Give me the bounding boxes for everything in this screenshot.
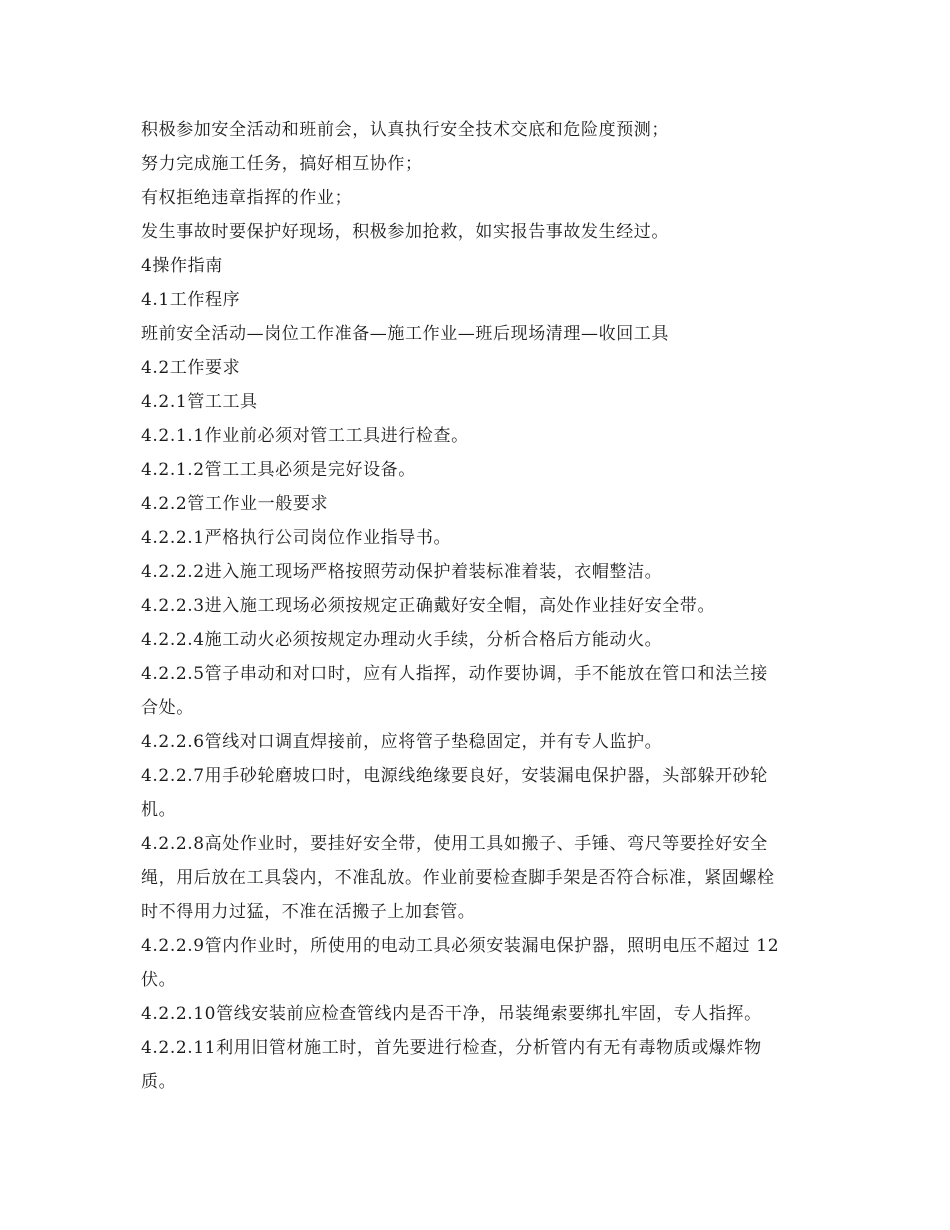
text-line: 4.2.2.3进入施工现场必须按规定正确戴好安全帽，高处作业挂好安全带。 bbox=[141, 596, 716, 616]
text-line: 4.2.2.5管子串动和对口时，应有人指挥，动作要协调，手不能放在管口和法兰接 bbox=[141, 664, 768, 684]
subsection-heading: 4.2.1管工工具 bbox=[141, 392, 258, 412]
section-heading: 4操作指南 bbox=[141, 256, 223, 276]
text-line: 绳，用后放在工具袋内，不准乱放。作业前要检查脚手架是否符合标准，紧固螺栓 bbox=[141, 868, 775, 888]
text-line: 4.2.2.8高处作业时，要挂好安全带，使用工具如搬子、手锤、弯尺等要拴好安全 bbox=[141, 834, 768, 854]
subsection-heading: 4.2.2管工作业一般要求 bbox=[141, 494, 329, 514]
text-line: 时不得用力过猛，不准在活搬子上加套管。 bbox=[141, 902, 476, 922]
text-line: 4.2.2.11利用旧管材施工时，首先要进行检查，分析管内有无有毒物质或爆炸物 bbox=[141, 1038, 762, 1058]
subsection-heading: 4.1工作程序 bbox=[141, 290, 241, 310]
text-line: 4.2.2.9管内作业时，所使用的电动工具必须安装漏电保护器，照明电压不超过 12 bbox=[141, 936, 780, 956]
text-line: 4.2.2.10管线安装前应检查管线内是否干净，吊装绳索要绑扎牢固，专人指挥。 bbox=[141, 1004, 762, 1024]
text-line: 4.2.1.2管工工具必须是完好设备。 bbox=[141, 460, 416, 480]
text-line: 发生事故时要保护好现场，积极参加抢救，如实报告事故发生经过。 bbox=[141, 222, 669, 242]
subsection-heading: 4.2工作要求 bbox=[141, 358, 241, 378]
text-line: 有权拒绝违章指挥的作业； bbox=[141, 188, 353, 208]
text-line: 4.2.2.1严格执行公司岗位作业指导书。 bbox=[141, 528, 452, 548]
text-line: 4.2.1.1作业前必须对管工工具进行检查。 bbox=[141, 426, 469, 446]
text-line: 班前安全活动—岗位工作准备—施工作业—班后现场清理—收回工具 bbox=[141, 324, 669, 344]
text-line: 积极参加安全活动和班前会，认真执行安全技术交底和危险度预测； bbox=[141, 120, 669, 140]
text-line: 4.2.2.2进入施工现场严格按照劳动保护着装标准着装，衣帽整洁。 bbox=[141, 562, 663, 582]
text-line: 4.2.2.4施工动火必须按规定办理动火手续，分析合格后方能动火。 bbox=[141, 630, 663, 650]
text-line: 机。 bbox=[141, 800, 177, 820]
text-line: 努力完成施工任务，搞好相互协作； bbox=[141, 154, 423, 174]
text-line: 伏。 bbox=[141, 970, 177, 990]
text-line: 4.2.2.6管线对口调直焊接前，应将管子垫稳固定，并有专人监护。 bbox=[141, 732, 663, 752]
text-line: 4.2.2.7用手砂轮磨坡口时，电源线绝缘要良好，安装漏电保护器，头部躲开砂轮 bbox=[141, 766, 768, 786]
text-line: 质。 bbox=[141, 1072, 177, 1092]
text-line: 合处。 bbox=[141, 698, 194, 718]
document-body bbox=[141, 113, 821, 1099]
